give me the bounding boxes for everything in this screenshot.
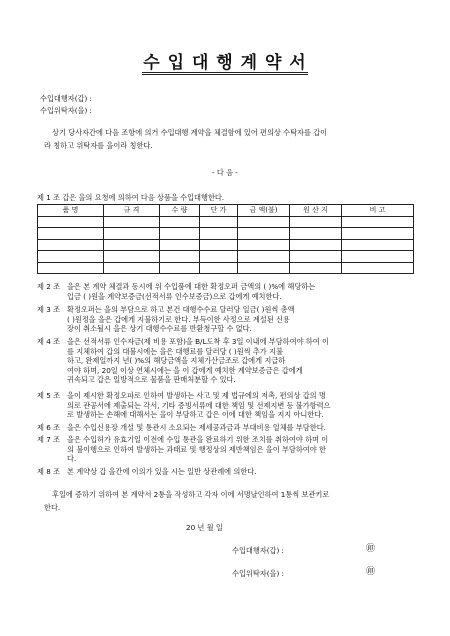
table-cell: [342, 239, 414, 251]
table-cell: [38, 262, 104, 274]
table-cell: [200, 262, 238, 274]
table-cell: [200, 251, 238, 263]
document-title: 수 입 대 행 계 약 서: [143, 53, 307, 73]
article-line: 다.: [67, 454, 77, 464]
article-1: 제 1 조 갑은 을의 요청에 의하여 다음 상품을 수입대행한다.: [37, 193, 225, 202]
article-line: 장이 취소될시 을은 상기 대행수수료를 반환청구할 수 없다.: [67, 324, 252, 334]
article-number: 제 6 조: [37, 423, 61, 432]
article-body: [67, 467, 256, 477]
article-line: 의 불이행으로 인하여 발생하는 과태료 및 행정상의 제반책임은 을이 부담하여야 한: [67, 444, 326, 454]
table-cell: [290, 239, 342, 251]
article-line: 을은 수입신용장 개설 및 통관시 소요되는 제세공과금과 부대비용 일체를 부담한다.: [67, 423, 326, 432]
date-line: 20 년 월 일: [186, 523, 223, 532]
article-number: 제 5 조: [37, 391, 61, 400]
article-line: 입금 ( )원을 계약보증금(선적서류 인수보증금)으로 갑에게 예치한다.: [67, 291, 282, 301]
table-cell: [160, 239, 200, 251]
signature-gap-label: 수입대행자(갑) :: [232, 546, 284, 555]
article-number: 제 4 조: [37, 337, 61, 346]
table-cell: [238, 251, 290, 263]
table-cell: [290, 251, 342, 263]
table-cell: [160, 228, 200, 240]
table-cell: [200, 216, 238, 228]
article-line: 을이 제시한 확정오파로 인하여 발생하는 사고 및 제 법규에의 저촉, 편의상 갑의 명: [67, 391, 326, 400]
article-line: 본 계약상 갑 을간에 이의가 있을 시는 일반 상관례에 의한다.: [67, 467, 257, 476]
article-line: 를 지체하여 갑의 대불시에는 을은 대행료를 달러당 ( )원씩 추가 지불: [67, 346, 283, 356]
table-cell: [38, 251, 104, 263]
da-eum-heading: - 다 음 -: [212, 168, 238, 177]
preamble-line: 라 칭하고 위탁자를 을이라 칭한다.: [44, 141, 153, 150]
article-body: [67, 337, 329, 385]
article-body: [67, 282, 315, 301]
table-cell: [238, 239, 290, 251]
table-cell: [238, 262, 290, 274]
article-line: ( )원정을 을은 갑에게 지불하기로 한다. 부득이한 사정으로 계설된 신용: [67, 314, 290, 324]
article-line: 로 발생하는 손해에 대해서는 을이 부담하고 갑은 이에 대한 책임을 지지 아니한다.: [67, 410, 324, 420]
article-body: [67, 305, 295, 334]
article-body: [67, 435, 328, 464]
table-cell: [342, 262, 414, 274]
table-header-row: [38, 205, 414, 217]
article-line: 을은 선적서류 인수자금(제 비용 포함)을 B/L도착 후 3일 이내에 부담하여야 하여 이: [67, 337, 329, 346]
table-row: [38, 239, 414, 251]
col-header-remarks: 비 고: [342, 205, 414, 217]
table-row: [38, 251, 414, 263]
article-number: 제 3 조: [37, 305, 61, 314]
goods-table: [37, 204, 414, 274]
table-cell: [200, 228, 238, 240]
table-cell: [160, 262, 200, 274]
table-cell: [342, 216, 414, 228]
col-header-unit-price: 단 가: [200, 205, 238, 217]
table-row: [38, 228, 414, 240]
table-cell: [38, 239, 104, 251]
col-header-origin: 원 산 지: [290, 205, 342, 217]
table-cell: [290, 262, 342, 274]
title-underline: [142, 72, 308, 73]
table-cell: [290, 216, 342, 228]
table-cell: [38, 216, 104, 228]
table-cell: [342, 251, 414, 263]
table-cell: [160, 251, 200, 263]
table-cell: [104, 262, 160, 274]
article-line: 을은 수입허가 유효기일 이전에 수입 통관을 완료하기 위한 조치를 취하여야 하며 이: [67, 435, 329, 444]
article-number: 제 7 조: [37, 435, 61, 444]
table-cell: [238, 228, 290, 240]
title-underline-double: [142, 74, 308, 75]
party-gap-label: 수입대행자(갑) :: [40, 94, 92, 103]
party-eul-label: 수입위탁자(을) :: [40, 106, 92, 115]
table-cell: [160, 216, 200, 228]
article-line: 의로 관공서에 제출되는 각서, 기타 증빙서류에 대한 책임 및 선제지변 등 불가항력으: [67, 400, 331, 410]
signature-eul-label: 수입위탁자(을) :: [232, 569, 284, 578]
closing-line: 후일에 증하기 위하여 본 계약서 2통을 작성하고 각자 이에 서명날인하여 1통씩 보관키로: [52, 490, 330, 499]
col-header-spec: 규 격: [104, 205, 160, 217]
closing-line: 한다.: [44, 503, 61, 512]
table-row: [38, 262, 414, 274]
col-header-item: 품 명: [38, 205, 104, 217]
table-cell: [238, 216, 290, 228]
article-line: 을은 본 계약 체결과 동시에 위 수입품에 대한 확정오퍼 금액의 ( )%에 해당하는: [67, 282, 316, 291]
preamble-line: 상기 당사자간에 다음 조항에 의거 수입대행 계약을 체결함에 있어 편의상 수탁자를 갑이: [52, 128, 328, 137]
table-cell: [290, 228, 342, 240]
seal-icon: ㊞: [366, 544, 376, 554]
article-body: [67, 423, 326, 433]
table-cell: [38, 228, 104, 240]
article-number: 제 2 조: [37, 282, 61, 291]
article-line: 확정오퍼는 을의 부담으로 하고 본건 대행수수료 달러당 일금( )원씩 총액: [67, 305, 295, 314]
table-cell: [342, 228, 414, 240]
article-line: 귀속되고 갑은 일방적으로 물품을 판매처분할 수 있다.: [67, 375, 236, 385]
article-line: 여야 하며, 20일 이상 연체시에는 을 이 갑에게 예치한 계약보증금은 갑에게: [67, 365, 303, 375]
table-cell: [104, 228, 160, 240]
seal-icon: ㊞: [366, 567, 376, 577]
col-header-qty: 수 량: [160, 205, 200, 217]
article-body: [67, 391, 331, 420]
col-header-amount: 금 액(불): [238, 205, 290, 217]
table-cell: [104, 239, 160, 251]
article-number: 제 8 조: [37, 467, 61, 476]
article-line: 하고, 완제일까지 년( )%의 해당금액을 지체가산금조로 갑에게 지급하: [67, 356, 286, 366]
table-row: [38, 216, 414, 228]
table-cell: [104, 216, 160, 228]
table-cell: [200, 239, 238, 251]
table-cell: [104, 251, 160, 263]
